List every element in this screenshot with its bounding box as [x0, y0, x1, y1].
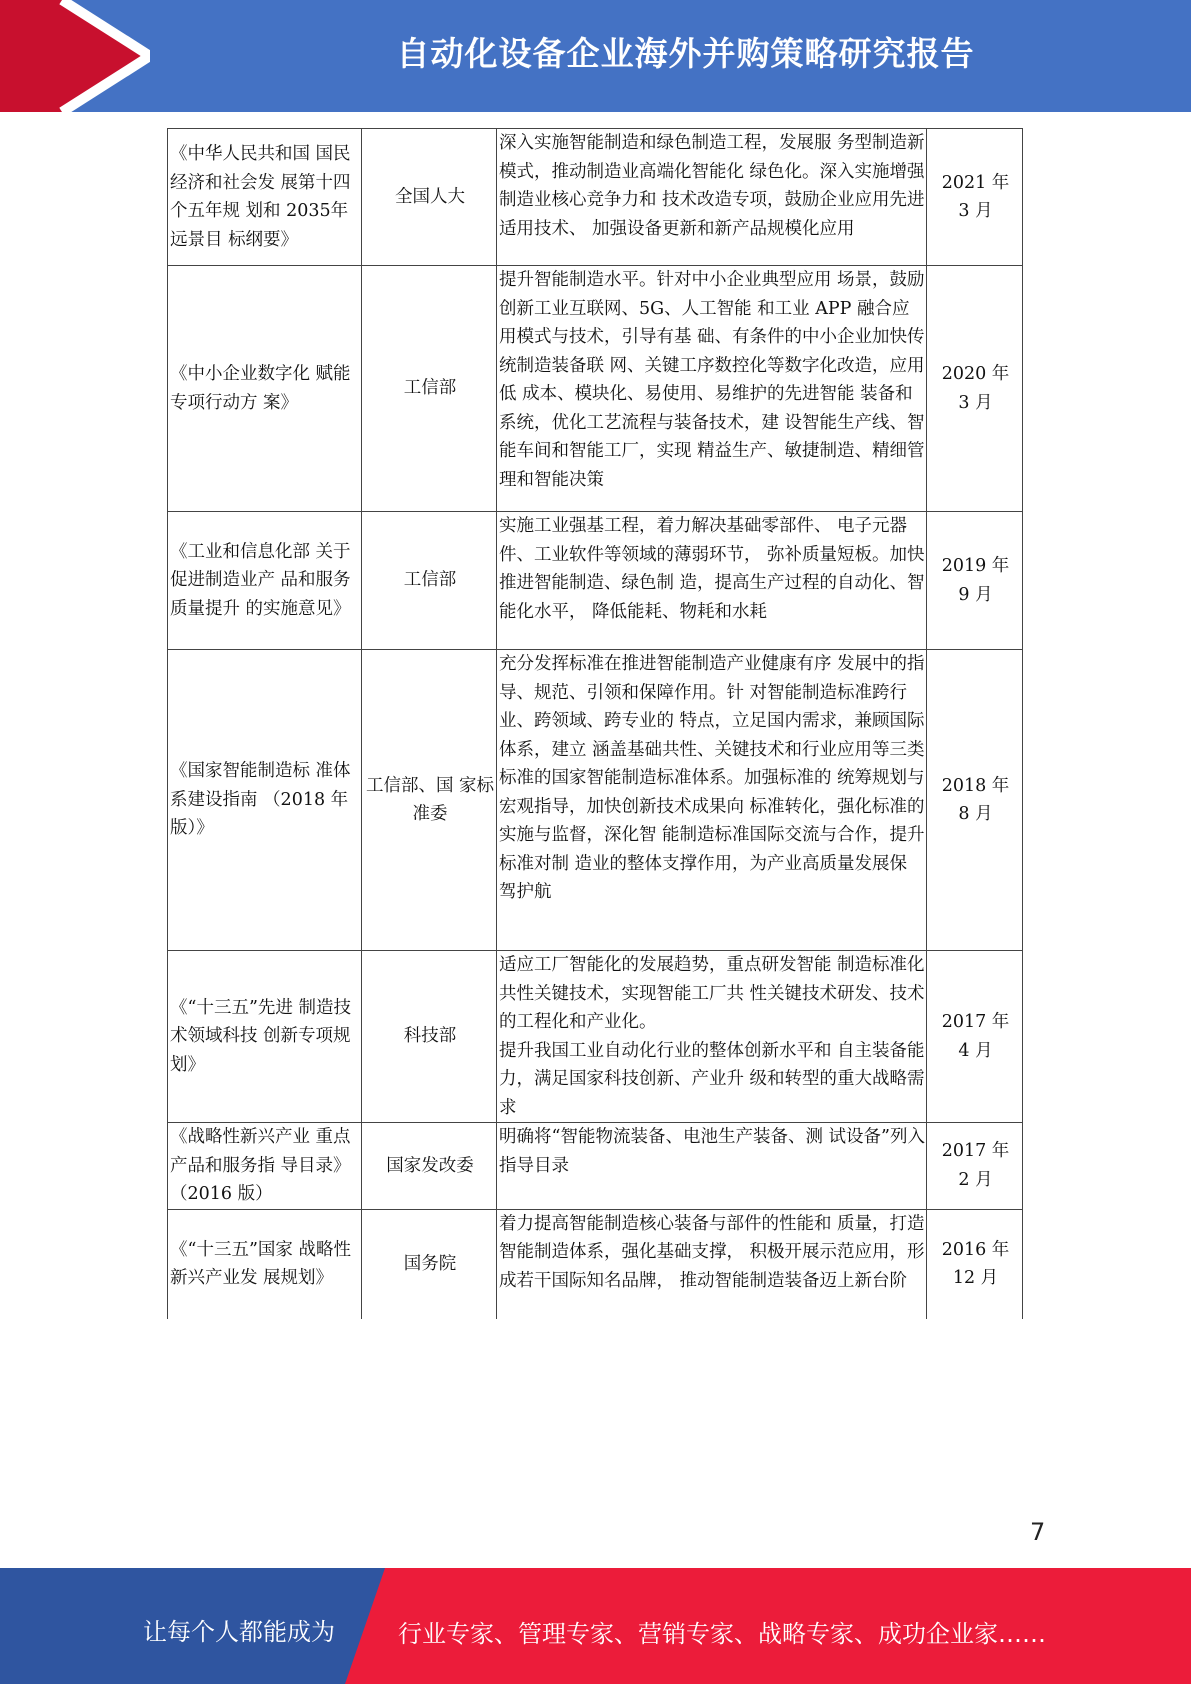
date-year: 2018 年: [941, 775, 1010, 796]
policy-table: [167, 128, 1023, 1319]
description: 适应工厂智能化的发展趋势，重点研发智能 制造标准化共性关键技术，实现智能工厂共 性关键技术研发、技术的工程化和产业化。 提升我国工业自动化行业的整体创新水平和 自主装备能力，满足国家科技创新、产业升 级和转型的重大战略需求: [499, 955, 925, 1118]
policy-name: 《中华人民共和国 国民经济和社会发 展第十四个五年规 划和 2035年远景目 标纲要》: [170, 144, 351, 250]
policy-name: 《“十三五”国家 战略性新兴产业发 展规划》: [170, 1239, 351, 1289]
table-row: [168, 650, 1023, 951]
date-cell: [927, 951, 1023, 1123]
description: 提升智能制造水平。针对中小企业典型应用 场景，鼓励创新工业互联网、5G、人工智能 和工业 APP 融合应用模式与技术，引导有基 础、有条件的中小企业加快传统制造装备联 网、关键工序数控化等数字化改造，应用低 成本、模块化、易使用、易维护的先进智能 装备和系统，优化工艺流程与装备技术，建 设智能生产线、智能车间和智能工厂，实现 精益生产、敏捷制造、精细管理和智能决策: [499, 270, 925, 490]
date-month: 3 月: [958, 201, 993, 221]
date-year: 2019 年: [941, 556, 1010, 576]
policy-name-cell: [168, 266, 362, 512]
department: 工信部: [403, 570, 457, 591]
policy-name: 《“十三五”先进 制造技术领域科技 创新专项规划》: [170, 997, 351, 1075]
date-cell: [927, 266, 1023, 512]
policy-name: 《中小企业数字化 赋能专项行动方 案》: [170, 364, 351, 413]
department-cell: [362, 129, 497, 266]
policy-name: 《工业和信息化部 关于促进制造业产 品和服务质量提升 的实施意见》: [170, 541, 351, 619]
policy-name-cell: [168, 129, 362, 266]
description-cell: [497, 266, 927, 512]
policy-name: 《国家智能制造标 准体系建设指南 （2018 年版）》: [170, 761, 351, 839]
department-cell: [362, 266, 497, 512]
policy-name-cell: [168, 1209, 362, 1319]
date-cell: [927, 129, 1023, 266]
department-cell: [362, 1123, 497, 1210]
table-row: [168, 266, 1023, 512]
header-banner: [0, 0, 1191, 112]
date-cell: [927, 1209, 1023, 1319]
table-row: [168, 1209, 1023, 1319]
department: 科技部: [403, 1026, 457, 1047]
footer-banner: [0, 1568, 1191, 1684]
date-month: 9 月: [958, 584, 993, 605]
date-year: 2021 年: [941, 172, 1010, 193]
table-row: [168, 512, 1023, 650]
department: 国家发改委: [386, 1155, 474, 1176]
table-row: [168, 951, 1023, 1123]
policy-name: 《战略性新兴产业 重点产品和服务指 导目录》（2016 版）: [170, 1127, 351, 1204]
page-number: 7: [1030, 1518, 1046, 1546]
date-year: 2020 年: [941, 364, 1010, 384]
description: 充分发挥标准在推进智能制造产业健康有序 发展中的指导、规范、引领和保障作用。针 对智能制造标准跨行业、跨领域、跨专业的 特点，立足国内需求，兼顾国际体系，建立 涵盖基础共性、关键技术和行业应用等三类 标准的国家智能制造标准体系。加强标准的 统筹规划与宏观指导，加快创新技术成果向 标准转化，强化标准的实施与监督，深化智 能制造标准国际交流与合作，提升标准对制 造业的整体支撑作用，为产业高质量发展保 驾护航: [499, 654, 925, 902]
department: 工信部、国 家标准委: [365, 775, 495, 824]
table-row: [168, 129, 1023, 266]
date-year: 2017 年: [941, 1141, 1010, 1162]
policy-name-cell: [168, 1123, 362, 1210]
description: 着力提高智能制造核心装备与部件的性能和 质量，打造智能制造体系，强化基础支撑， 积极开展示范应用，形成若干国际知名品牌， 推动智能制造装备迈上新台阶: [499, 1213, 925, 1291]
department: 全国人大: [395, 186, 465, 207]
footer-slogan-right: 行业专家、管理专家、营销专家、战略专家、成功企业家……: [398, 1620, 1046, 1648]
department: 工信部: [403, 378, 457, 399]
policy-name-cell: [168, 650, 362, 951]
date-month: 2 月: [958, 1169, 993, 1190]
date-month: 12 月: [952, 1268, 999, 1289]
description-cell: [497, 129, 927, 266]
description-cell: [497, 512, 927, 650]
department: 国务院: [403, 1254, 457, 1274]
department-cell: [362, 1209, 497, 1319]
report-title: 自动化设备企业海外并购策略研究报告: [396, 34, 975, 73]
date-cell: [927, 512, 1023, 650]
table-row: [168, 1123, 1023, 1210]
footer-slogan-left: 让每个人都能成为: [143, 1618, 335, 1646]
description-cell: [497, 951, 927, 1123]
description: 深入实施智能制造和绿色制造工程，发展服 务型制造新模式，推动制造业高端化智能化 绿色化。深入实施增强制造业核心竞争力和 技术改造专项，鼓励企业应用先进适用技术、 加强设备更新和新产品规模化应用: [499, 133, 925, 239]
description-cell: [497, 1123, 927, 1210]
date-month: 8 月: [958, 804, 993, 824]
policy-name-cell: [168, 512, 362, 650]
header-arrow-decoration: [0, 0, 150, 112]
description-cell: [497, 1209, 927, 1319]
date-cell: [927, 650, 1023, 951]
description: 明确将“智能物流装备、电池生产装备、测 试设备”列入指导目录: [499, 1127, 925, 1176]
department-cell: [362, 512, 497, 650]
description-cell: [497, 650, 927, 951]
department-cell: [362, 650, 497, 951]
date-cell: [927, 1123, 1023, 1210]
date-month: 4 月: [958, 1040, 993, 1061]
description: 实施工业强基工程，着力解决基础零部件、 电子元器件、工业软件等领域的薄弱环节， 弥补质量短板。加快推进智能制造、绿色制 造，提高生产过程的自动化、智能化水平， 降低能耗、物耗和水耗: [499, 516, 925, 622]
policy-name-cell: [168, 951, 362, 1123]
department-cell: [362, 951, 497, 1123]
date-year: 2017 年: [941, 1012, 1010, 1032]
date-month: 3 月: [958, 392, 993, 413]
date-year: 2016 年: [941, 1239, 1010, 1260]
